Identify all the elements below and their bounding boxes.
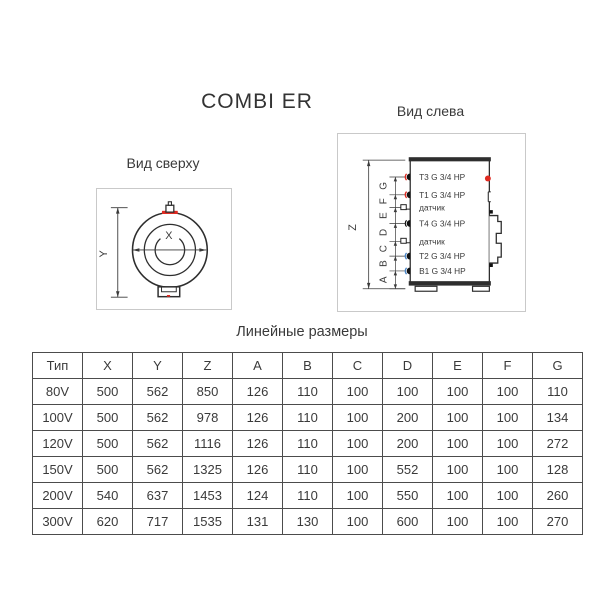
dim-letter-e: E	[378, 212, 390, 219]
column-header: Тип	[33, 353, 83, 379]
dimension-value-cell: 100	[483, 457, 533, 483]
dim-letter-d: D	[378, 228, 390, 236]
dimension-value-cell: 110	[533, 379, 583, 405]
dimension-value-cell: 100	[383, 379, 433, 405]
dimension-value-cell: 131	[233, 509, 283, 535]
dimension-value-cell: 562	[133, 457, 183, 483]
tank-foot-right	[473, 286, 490, 291]
dimension-value-cell: 100	[333, 431, 383, 457]
table-row	[33, 379, 583, 405]
x-dimension-label: X	[165, 230, 173, 243]
dimension-value-cell: 100	[433, 483, 483, 509]
dimension-value-cell: 110	[283, 379, 333, 405]
bottom-bracket	[158, 287, 180, 297]
dimension-value-cell: 100	[333, 509, 383, 535]
dimension-value-cell: 717	[133, 509, 183, 535]
column-header: C	[333, 353, 383, 379]
dimensions-table	[32, 352, 583, 535]
top-fitting	[162, 202, 178, 214]
dimension-value-cell: 110	[283, 431, 333, 457]
dimension-value-cell: 1325	[183, 457, 233, 483]
dimension-value-cell: 126	[233, 379, 283, 405]
dimension-value-cell: 100	[333, 405, 383, 431]
top-view-svg	[97, 189, 229, 307]
dim-letter-b: B	[378, 260, 390, 267]
top-view-drawing	[96, 188, 232, 310]
left-view-svg	[338, 134, 523, 309]
dimension-value-cell: 550	[383, 483, 433, 509]
dimension-value-cell: 100	[433, 379, 483, 405]
dimension-value-cell: 110	[283, 405, 333, 431]
port-label-t3: T3 G 3/4 HP	[419, 171, 466, 182]
dimension-value-cell: 100	[433, 431, 483, 457]
dim-letter-f: F	[378, 198, 390, 205]
dimension-value-cell: 270	[533, 509, 583, 535]
sensor-symbol	[401, 238, 410, 243]
page-title: COMBI ER	[201, 90, 313, 113]
z-dimension-line	[363, 160, 406, 289]
table-row	[33, 405, 583, 431]
dimension-value-cell: 110	[283, 457, 333, 483]
dimension-value-cell: 562	[133, 431, 183, 457]
dimension-value-cell: 100	[333, 483, 383, 509]
dimension-value-cell: 620	[83, 509, 133, 535]
dim-letter-c: C	[378, 245, 390, 253]
dimension-value-cell: 562	[133, 379, 183, 405]
dimension-value-cell: 260	[533, 483, 583, 509]
model-type-cell: 200V	[33, 483, 83, 509]
dimension-value-cell: 540	[83, 483, 133, 509]
wall-mount-bracket	[489, 210, 501, 267]
dimensions-table-wrap	[32, 352, 583, 535]
top-view-title: Вид сверху	[126, 155, 200, 171]
dimension-value-cell: 126	[233, 431, 283, 457]
port-label-t4: T4 G 3/4 HP	[419, 218, 466, 229]
column-header: E	[433, 353, 483, 379]
column-header: X	[83, 353, 133, 379]
dimension-value-cell: 128	[533, 457, 583, 483]
table-row	[33, 509, 583, 535]
y-dimension-line	[111, 208, 128, 297]
left-view-title: Вид слева	[396, 103, 465, 119]
dimension-value-cell: 126	[233, 457, 283, 483]
dimension-value-cell: 134	[533, 405, 583, 431]
port-label-b1: B1 G 3/4 HP	[419, 265, 466, 276]
dimension-value-cell: 100	[483, 379, 533, 405]
port-label-t2: T2 G 3/4 HP	[419, 251, 466, 262]
dimension-value-cell: 130	[283, 509, 333, 535]
model-type-cell: 300V	[33, 509, 83, 535]
table-row	[33, 457, 583, 483]
dimension-value-cell: 500	[83, 379, 133, 405]
dimension-value-cell: 100	[483, 431, 533, 457]
column-header: Y	[133, 353, 183, 379]
table-row	[33, 483, 583, 509]
port-spacing-dimension	[389, 177, 405, 289]
port-label-sensor-2: датчик	[419, 236, 445, 247]
dimension-value-cell: 978	[183, 405, 233, 431]
dimension-value-cell: 500	[83, 431, 133, 457]
dimension-value-cell: 126	[233, 405, 283, 431]
dimension-value-cell: 100	[483, 509, 533, 535]
dimension-value-cell: 500	[83, 457, 133, 483]
column-header: G	[533, 353, 583, 379]
dimension-value-cell: 124	[233, 483, 283, 509]
column-header: B	[283, 353, 333, 379]
dimension-value-cell: 500	[83, 405, 133, 431]
sensor-symbol	[401, 205, 410, 210]
dimension-value-cell: 1453	[183, 483, 233, 509]
dimension-value-cell: 100	[483, 483, 533, 509]
z-dimension-label: Z	[346, 224, 359, 231]
port-fittings	[401, 174, 410, 275]
column-header: D	[383, 353, 433, 379]
model-type-cell: 120V	[33, 431, 83, 457]
dimension-value-cell: 100	[483, 405, 533, 431]
dimension-value-cell: 562	[133, 405, 183, 431]
right-edge-notch	[488, 192, 490, 202]
dimension-value-cell: 100	[433, 405, 483, 431]
dimension-value-cell: 637	[133, 483, 183, 509]
column-header: F	[483, 353, 533, 379]
column-header: A	[233, 353, 283, 379]
port-label-sensor-1: датчик	[419, 202, 445, 213]
dimension-value-cell: 100	[433, 457, 483, 483]
model-type-cell: 100V	[33, 405, 83, 431]
y-dimension-label: Y	[97, 250, 110, 258]
dimension-value-cell: 1535	[183, 509, 233, 535]
tank-foot-left	[415, 286, 437, 291]
dimension-value-cell: 850	[183, 379, 233, 405]
table-header-row	[33, 353, 583, 379]
dimension-value-cell: 110	[283, 483, 333, 509]
dim-letter-a: A	[378, 276, 390, 284]
dimension-value-cell: 100	[333, 457, 383, 483]
thermostat-indicator	[485, 175, 491, 181]
dimension-value-cell: 100	[333, 379, 383, 405]
model-type-cell: 80V	[33, 379, 83, 405]
dimension-value-cell: 100	[433, 509, 483, 535]
dimension-value-cell: 1116	[183, 431, 233, 457]
dimension-value-cell: 600	[383, 509, 433, 535]
port-label-t1: T1 G 3/4 HP	[419, 189, 466, 200]
dimension-value-cell: 272	[533, 431, 583, 457]
table-row	[33, 431, 583, 457]
left-view-drawing	[337, 133, 526, 312]
dimension-value-cell: 200	[383, 431, 433, 457]
model-type-cell: 150V	[33, 457, 83, 483]
table-title: Линейные размеры	[236, 324, 368, 340]
column-header: Z	[183, 353, 233, 379]
dimension-value-cell: 552	[383, 457, 433, 483]
dim-letter-g: G	[378, 182, 390, 190]
dimension-value-cell: 200	[383, 405, 433, 431]
